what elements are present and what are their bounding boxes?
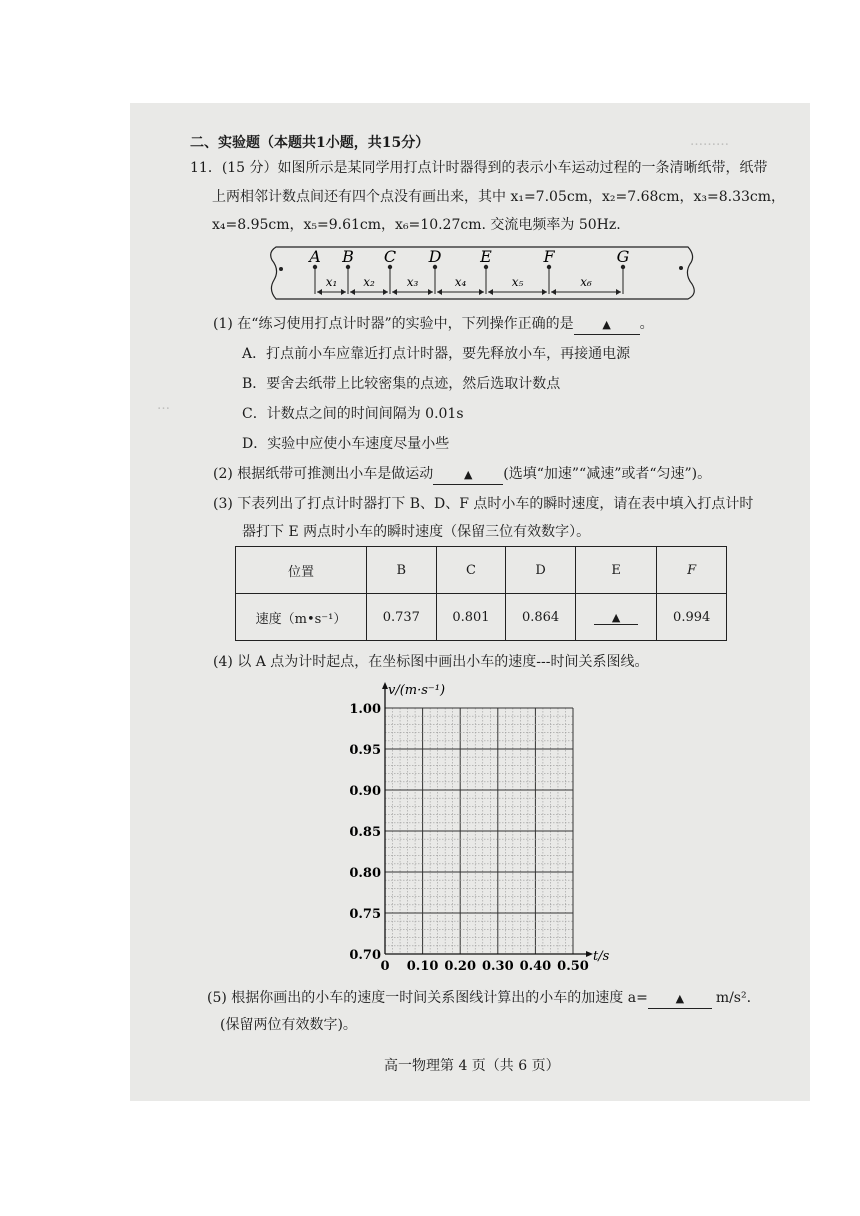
part2-answer-blank[interactable] [433,465,503,485]
y-tick-label: 0.85 [349,825,381,840]
question-11-line3: x₄=8.95cm，x₅=9.61cm，x₆=10.27cm. 交流电频率为 50Hz. [212,217,621,233]
tape-point-label: D [428,247,442,266]
part1-stem-end: 。 [639,316,654,332]
tape-point-label: F [543,247,555,266]
part3-line2: 器打下 E 两点时小车的瞬时速度（保留三位有效数字）。 [242,524,591,540]
option-d: D．实验中应使小车速度尽量小些 [242,436,450,452]
y-tick-label: 0.75 [349,907,381,922]
x-tick-label: 0.40 [519,959,552,974]
option-a: A．打点前小车应靠近打点计时器，要先释放小车，再接通电源 [242,346,631,362]
question-11-line1: 11．(15 分）如图所示是某同学用打点计时器得到的表示小车运动过程的一条清晰纸带，纸带 [190,160,768,176]
x-tick-label: 0.30 [481,959,514,974]
segment-label: x₂ [363,275,375,289]
table-row [236,547,727,594]
tape-point-label: C [383,247,397,266]
part1-stem-text: (1) 在“练习使用打点计时器”的实验中，下列操作正确的是 [213,316,574,332]
paper-tape-diagram [268,244,708,302]
answer-mark: ▲ [675,992,685,1005]
segment-label: x₆ [580,275,592,289]
tape-point-label: A [309,247,321,266]
part2-stem [213,465,711,485]
bleed-through-text: ……… [690,134,729,149]
part4-stem: (4) 以 A 点为计时起点，在坐标图中画出小车的速度---时间关系图线。 [213,654,649,670]
y-axis-label: v/(m·s⁻¹) [388,683,446,698]
bleed-through-text: … [157,398,170,413]
answer-mark: ▲ [602,318,611,331]
y-tick-label: 0.95 [349,743,381,758]
part2-stem-end: (选填“加速”“减速”或者“匀速”)。 [503,466,712,482]
table-header-position: 位置 [236,547,367,594]
question-11-line2: 上两相邻计数点间还有四个点没有画出来，其中 x₁=7.05cm，x₂=7.68cm，x₃=8.33cm， [212,189,786,205]
y-tick-label: 0.90 [349,784,381,799]
answer-mark: ▲ [594,611,638,625]
part1-stem [213,315,654,335]
table-cell: E [575,547,656,594]
section-title: 二、实验题（本题共1小题，共15分） [190,135,430,151]
table-cell: D [506,547,576,594]
segment-label: x₄ [454,275,467,289]
tape-point-label: G [616,247,630,266]
table-header-speed: 速度（m•s⁻¹） [236,594,367,641]
segment-label: x₁ [325,275,338,289]
part5-stem [207,989,751,1009]
table-cell: 0.801 [436,594,506,641]
part5-stem-text: (5) 根据你画出的小车的速度一时间关系图线计算出的小车的加速度 a= [207,990,648,1006]
part3-line1: (3) 下表列出了打点计时器打下 B、D、F 点时小车的瞬时速度，请在表中填入打点计时 [213,496,754,512]
part1-answer-blank[interactable] [574,315,640,335]
x-tick-label: 0 [380,959,390,974]
tape-dot [279,267,283,271]
part2-stem-text: (2) 根据纸带可推测出小车是做运动 [213,466,434,482]
table-cell: F [657,547,727,594]
table-cell: 0.994 [657,594,727,641]
x-tick-label: 0.10 [406,959,439,974]
answer-mark: ▲ [464,468,473,481]
x-axis-label: t/s [593,949,610,964]
velocity-table [235,546,727,641]
x-axis-arrow [586,951,593,957]
velocity-time-chart[interactable] [340,676,640,976]
table-cell: C [436,547,506,594]
table-cell-answer[interactable] [575,594,656,641]
tape-dot [679,266,683,270]
y-tick-label: 1.00 [349,702,381,717]
option-b: B．要舍去纸带上比较密集的点迹，然后选取计数点 [242,376,561,392]
part5-unit: m/s². [715,990,752,1006]
part5-answer-blank[interactable] [648,989,712,1009]
tape-point-label: E [480,247,492,266]
table-row [236,594,727,641]
y-tick-label: 0.80 [349,866,381,881]
tape-point-label: B [342,247,354,266]
table-cell: B [367,547,437,594]
x-tick-label: 0.50 [557,959,589,974]
table-cell: 0.864 [506,594,576,641]
y-tick-label: 0.70 [349,948,381,963]
table-cell: 0.737 [367,594,437,641]
page-footer: 高一物理第 4 页（共 6 页） [384,1058,560,1074]
segment-label: x₅ [511,275,524,289]
part5-line2: (保留两位有效数字)。 [220,1017,357,1033]
segment-label: x₃ [406,275,419,289]
option-c: C．计数点之间的时间间隔为 0.01s [242,406,464,422]
x-tick-label: 0.20 [444,959,477,974]
